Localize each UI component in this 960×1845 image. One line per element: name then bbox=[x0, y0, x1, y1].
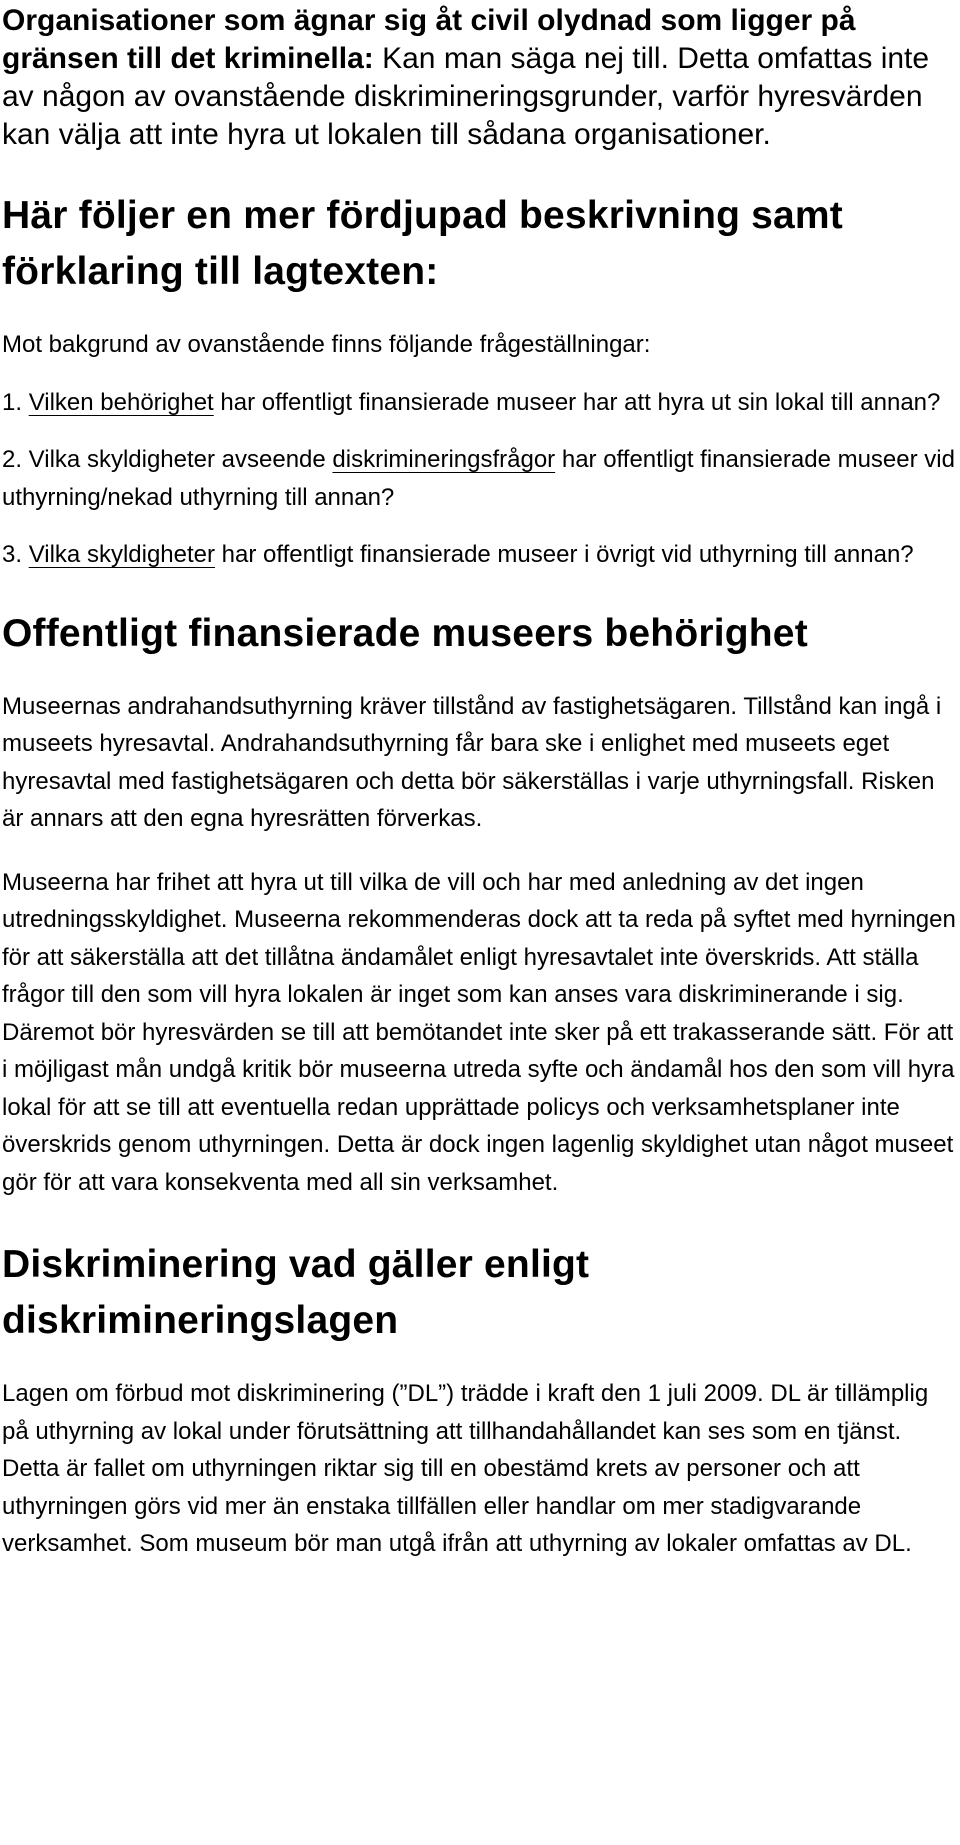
question-1-number: 1. bbox=[2, 388, 29, 416]
question-2-text: har offentligt finansierade museer vid uthyrning/nekad uthyrning till annan? bbox=[2, 446, 955, 511]
question-3-text: har offentligt finansierade museer i övrigt vid uthyrning till annan? bbox=[215, 541, 914, 568]
question-3 bbox=[2, 536, 958, 574]
question-2 bbox=[2, 441, 958, 516]
questions-lead: Mot bakgrund av ovanstående finns följande frågeställningar: bbox=[2, 331, 651, 358]
section-heading-discrimination-law: Diskriminering vad gäller enligt diskrimineringslagen bbox=[2, 1243, 590, 1342]
section-heading-museum-authority: Offentligt finansierade museers behörighet bbox=[2, 611, 808, 655]
section-heading-explanation: Här följer en mer fördjupad beskrivning samt förklaring till lagtexten: bbox=[2, 194, 843, 293]
intro-paragraph bbox=[2, 0, 958, 154]
question-2-prefix: 2. Vilka skyldigheter avseende bbox=[2, 446, 333, 473]
question-1-link[interactable]: Vilken behörighet bbox=[28, 388, 214, 416]
question-1 bbox=[2, 384, 958, 422]
question-3-number: 3. bbox=[2, 541, 29, 568]
intro-text: Kan man säga nej till. Detta omfattas inte av någon av ovanstående diskrimineringsgrunder, varför hyresvärden kan välja att inte hyra ut lokalen till sådana organisationer. bbox=[2, 42, 930, 151]
question-1-text: har offentligt finansierade museer har att hyra ut sin lokal till annan? bbox=[213, 388, 941, 416]
question-2-link[interactable]: diskrimineringsfrågor bbox=[332, 446, 556, 473]
intro-bold-lead: Organisationer som ägnar sig åt civil olydnad som ligger på gränsen till det kriminella: bbox=[2, 4, 856, 75]
museum-authority-paragraph-2: Museerna har frihet att hyra ut till vilka de vill och har med anledning av det ingen utredningsskyldighet. Museerna rekommenderas dock att ta reda på syftet med hyrningen för att säkerställa att det tillåtna ändamålet enligt hyresavtalet inte överskrids. Att ställa frågor till den som vill hyra lokalen är inget som kan anses vara diskriminerande i sig. Däremot bör hyresvärden se till att bemötandet inte sker på ett trakasserande sätt. För att i möjligast mån undgå kritik bör museerna utreda syfte och ändamål hos den som vill hyra lokal för att se till att eventuella redan upprättade policys och verksamhetsplaner inte överskrids genom uthyrningen. Detta är dock ingen lagenlig skyldighet utan något museet gör för att vara konsekventa med all sin verksamhet. bbox=[2, 868, 956, 1196]
question-3-link[interactable]: Vilka skyldigheter bbox=[28, 541, 216, 568]
museum-authority-paragraph-1: Museernas andrahandsuthyrning kräver tillstånd av fastighetsägaren. Tillstånd kan ingå i museets hyresavtal. Andrahandsuthyrning får bara ske i enlighet med museets eget hyresavtal med fastighetsägaren och detta bör säkerställas i varje uthyrningsfall. Risken är annars att den egna hyresrätten förverkas. bbox=[2, 692, 942, 832]
discrimination-law-paragraph: Lagen om förbud mot diskriminering (”DL”) trädde i kraft den 1 juli 2009. DL är tillämplig på uthyrning av lokal under förutsättning att tillhandahållandet kan ses som en tjänst. Detta är fallet om uthyrningen riktar sig till en obestämd krets av personer och att uthyrningen görs vid mer än enstaka tillfällen eller handlar om mer stadigvarande verksamhet. Som museum bör man utgå ifrån att uthyrning av lokaler omfattas av DL. bbox=[2, 1380, 929, 1557]
